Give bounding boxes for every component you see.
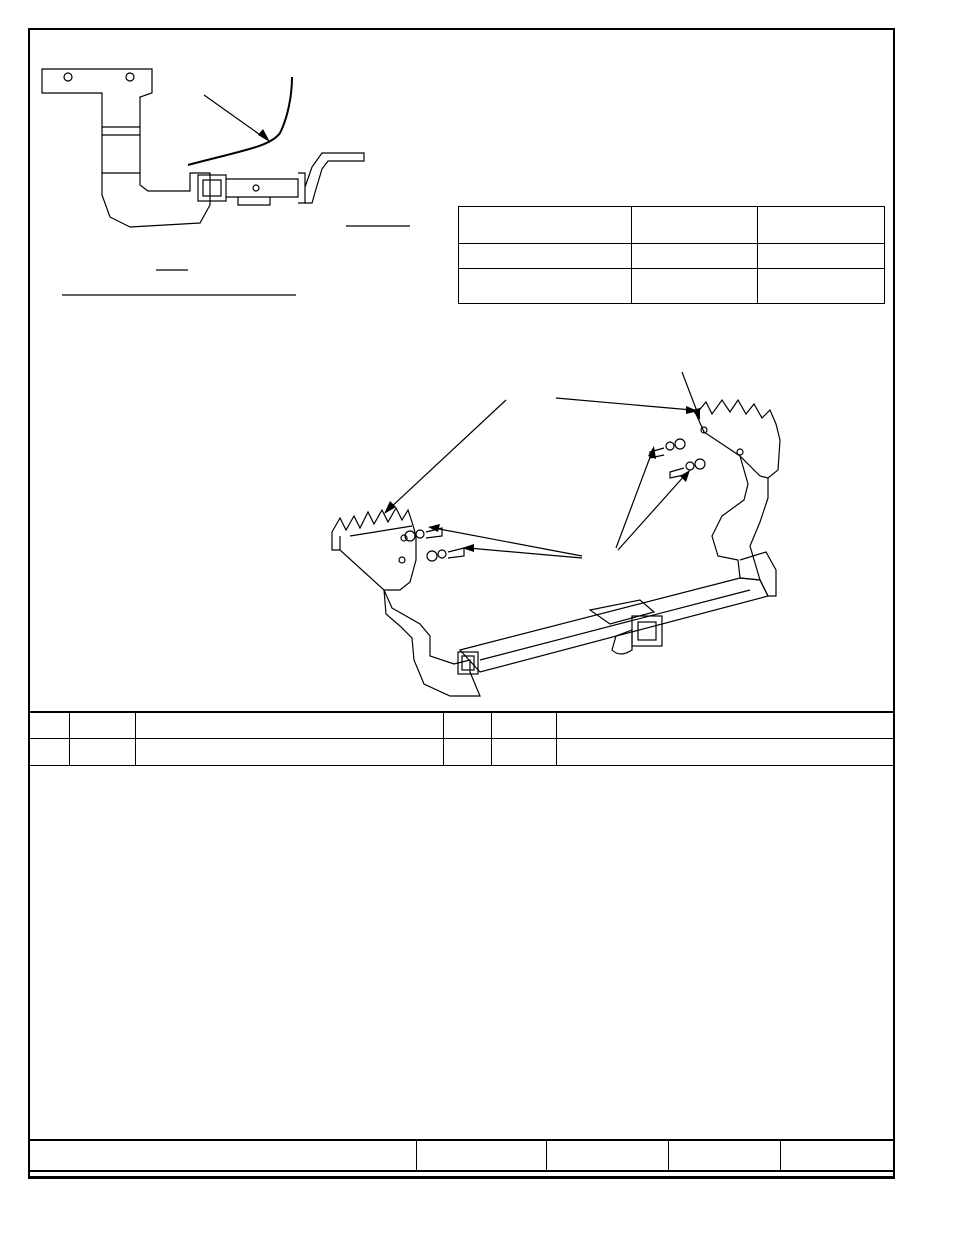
spec-cell [458, 243, 632, 269]
parts-col-divider [69, 712, 70, 766]
footer-col-divider [416, 1140, 417, 1171]
hitch-exploded-assembly-icon [320, 360, 800, 705]
parts-col-divider [491, 712, 492, 766]
parts-table-top-rule [28, 711, 895, 713]
spec-cell [458, 206, 632, 244]
footer-bottom-rule [28, 1170, 895, 1172]
spec-cell [458, 268, 632, 304]
spec-cell [757, 206, 885, 244]
bottom-page-rule [28, 1176, 895, 1179]
parts-table-bottom-rule [28, 765, 895, 766]
footer-top-rule [28, 1139, 895, 1141]
hitch-side-profile-icon [30, 55, 410, 315]
spec-cell [631, 243, 758, 269]
spec-cell [757, 268, 885, 304]
parts-table-mid-rule [28, 738, 895, 739]
parts-col-divider [135, 712, 136, 766]
parts-col-divider [443, 712, 444, 766]
footer-col-divider [780, 1140, 781, 1171]
footer-col-divider [668, 1140, 669, 1171]
spec-cell [757, 243, 885, 269]
spec-cell [631, 206, 758, 244]
parts-col-divider [556, 712, 557, 766]
footer-col-divider [546, 1140, 547, 1171]
spec-cell [631, 268, 758, 304]
